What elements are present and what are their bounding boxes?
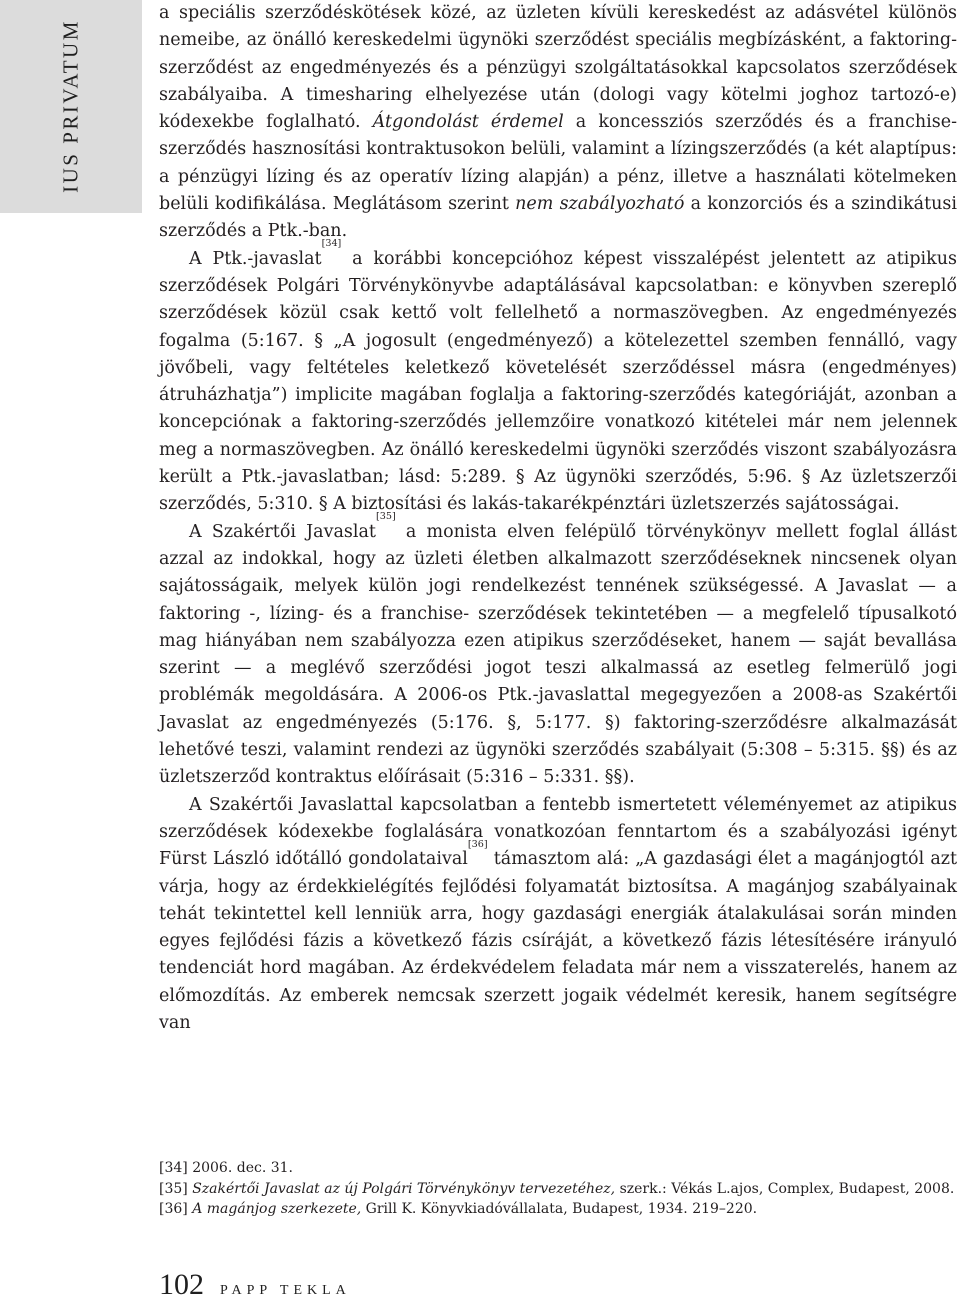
author-name: PAPP TEKLA	[220, 1283, 351, 1298]
section-label: IUS PRIVATUM	[58, 19, 83, 193]
footnote-36: [36] A magánjog szerkezete, Grill K. Könyvkiadóvállalata, Budapest, 1934. 219–220.	[159, 1201, 758, 1218]
footnote-34: [34] 2006. dec. 31.	[159, 1160, 293, 1176]
paragraph-3: A Szakértői Javaslat[35] a monista elven felépülő törvénykönyv mellett foglal állást azzal az indokkal, hogy az üzleti életben alkalmazott szerződéseknek nincsenek olyan sajátosságaik, melyek külön jogi rendelkezést tennének szükségessé. A Javaslat — a faktoring -, lízing- és a franchise- szerződések tekintetében — a megfelelő típusalkotó mag hiányában nem szabályozza ezen atipikus szerződéseket, hanem — saját bevallása szerint — a meglévő szerződési jogot teszi alkalmassá az esetleg felmerülő jogi problémák megoldására. A 2006-os Ptk.-javaslattal megegyezően a 2008-as Szakértői Javaslat az engedményezés (5:176. §, 5:177. §) faktoring-szerződésre alkalmazását lehetővé teszi, valamint rendezi az ügynöki szerződés szabályait (5:308 – 5:315. §§) és az üzletszerződ kontraktus előírásait (5:316 – 5:331. §§).	[159, 511, 957, 788]
page-footer	[159, 1268, 351, 1302]
section-tab	[0, 0, 142, 213]
footnote-35: [35] Szakértői Javaslat az új Polgári Törvénykönyv tervezetéhez, szerk.: Vékás L.ajos, Complex, Budapest, 2008.	[159, 1180, 955, 1197]
footnotes	[159, 1158, 957, 1220]
footnote-ref-34[interactable]: [34]	[321, 238, 342, 250]
paragraph-1: a speciális szerződéskötések közé, az üzleten kívüli kereskedést az adásvétel különös nemeibe, az önálló kereskedelmi ügynöki szerződést speciális megbízásként, a faktoring-szerződést az engedményezés és a pénzügyi szolgáltatásokkal kapcsolatos szerződések szabályaiba. A timesharing elhelyezése után (dologi vagy kötelmi joghoz tartozó-e) kódexekbe foglalható. Átgondolást érdemel a koncessziós szerződés és a franchise-szerződés hasznosítási kontraktusokon belüli, valamint a lízingszerződés (a két alaptípus: a pénzügyi lízing és az operatív lízing alapján) a pénz, illetve a használati kötelmeken belüli kodifikálása. Meglátásom szerint nem szabályozható a konzorciós és a szindikátusi szerződés a Ptk.-ban.	[159, 3, 957, 242]
footnote-ref-36[interactable]: [36]	[467, 838, 488, 850]
footnote-ref-35[interactable]: [35]	[375, 511, 396, 523]
article-body	[159, 0, 957, 1037]
paragraph-2: A Ptk.-javaslat[34] a korábbi koncepcióhoz képest visszalépést jelentett az atipikus szerződések Polgári Törvénykönyvbe adaptálásával kapcsolatban: e könyvben szereplő szerződések közül csak kettő volt fellelhető a normaszövegben. Az engedményezés fogalma (5:167. § „A jogosult (engedményező) a kötelezettel szemben fennálló, vagy jövőbeli, vagy feltételes keletkező követelését szerződéssel másra (engedményes) átruházhatja”) implicite magában foglalja a faktoring-szerződés kategóriáját, azonban a koncepciónak a faktoring-szerződés jellemzőire vonatkozó kitételei már nem jelennek meg a normaszövegben. Az önálló kereskedelmi ügynöki szerződés viszont szabályozásra került a Ptk.-javaslatban; lásd: 5:289. § Az ügynöki szerződés, 5:96. § Az üzletszerzői szerződés, 5:310. § A biztosítási és lakás-takarékpénztári üzletszerzés sajátosságai.	[159, 238, 957, 515]
page-number: 102	[159, 1268, 204, 1301]
paragraph-4: A Szakértői Javaslattal kapcsolatban a fentebb ismertetett véleményemet az atipikus szerződések kódexekbe foglalására vonatkozóan fenntartom és a szabályozási igényt Fürst László időtálló gondolataival[36] támasztom alá: „A gazdasági élet a magánjogtól azt várja, hogy az érdekkielégítés fejlődési folyamatát biztosítsa. A magánjog szabályainak tehát tekintettel kell lenniük arra, hogy gazdasági energiák átalakulásai során minden egyes fejlődési fázis a következő fázis csíráját, a következő fázis létesítésére irányuló tendenciát hord magában. Az érdekvédelem feladata már nem a visszaterelés, hanem az előmozdítás. Az emberek nemcsak szerzett jogaik védelmét keresik, hanem segítségre van	[159, 794, 958, 1033]
